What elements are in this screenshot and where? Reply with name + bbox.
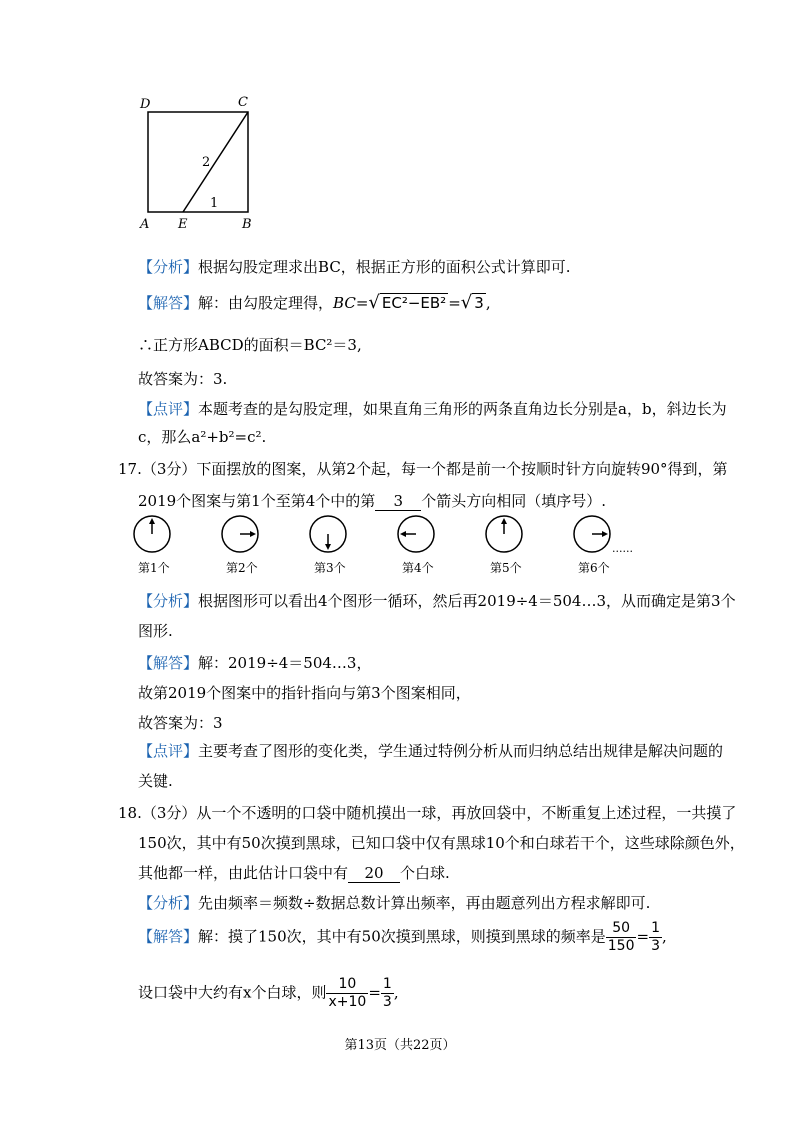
q18-answer-blank: 20 — [348, 864, 400, 883]
q17-analysis-1 — [138, 590, 736, 611]
q17-analysis-2: 图形. — [138, 622, 173, 640]
answer-eq: = — [355, 294, 369, 312]
label-c: C — [238, 95, 248, 110]
answer-sqrt: EC²−EB² — [381, 294, 447, 312]
fraction-1-3: $\frac{1}{3}$ — [651, 920, 660, 954]
q18-stem-pre: 其他都一样，由此估计口袋中有 — [138, 864, 349, 882]
clock-figure — [310, 516, 346, 575]
q17-comment-2: 关键. — [138, 772, 173, 790]
analysis-text: 先由频率＝频数÷数据总数计算出频率，再由题意列出方程求解即可. — [198, 894, 651, 912]
clock-figure — [134, 516, 170, 575]
comment-text: 主要考查了图形的变化类，学生通过特例分析从而归纳总结出规律是解决问题的 — [198, 742, 724, 760]
answer-text: 解：摸了150次，其中有50次摸到黑球，则摸到黑球的频率是 — [198, 927, 606, 946]
answer-pre: 解：由勾股定理得， — [198, 294, 334, 312]
q17-comment-1 — [138, 740, 723, 761]
square-figure — [138, 92, 268, 232]
label-a: A — [140, 217, 150, 232]
clock-label: 第4个 — [402, 561, 434, 575]
comma: , — [661, 927, 667, 946]
clock-figures — [132, 512, 652, 592]
eq-sign: = — [636, 927, 650, 946]
q17-stem-pre: 2019个图案与第1个至第4个中的第 — [138, 492, 376, 510]
clock-label: 第5个 — [490, 561, 522, 575]
q16-line2: ∴正方形ABCD的面积＝BC²＝3, — [138, 336, 362, 354]
q16-comment-2: c，那么a²+b²=c². — [138, 428, 267, 446]
answer-eq2: = — [448, 294, 461, 312]
comma: , — [393, 983, 399, 1002]
q16-answer: 【解答】解：由勾股定理得，BC=√ EC²−EB² =√ 3 , — [138, 292, 491, 313]
q18-stem-2: 150次，其中有50次摸到黑球，已知口袋中仅有黑球10个和白球若干个，这些球除颜色外， — [138, 834, 745, 852]
label-eb-length: 1 — [210, 196, 219, 211]
q18-line2 — [138, 976, 399, 1011]
answer-tag: 【解答】 — [138, 654, 199, 672]
q17-stem-2 — [138, 490, 606, 511]
line2-pre: 设口袋中大约有x个白球，则 — [138, 983, 327, 1002]
comment-text: 本题考查的是勾股定理，如果直角三角形的两条直角边长分别是a，b，斜边长为 — [198, 400, 727, 418]
q18-stem-post: 个白球. — [400, 864, 450, 882]
clock-label: 第3个 — [314, 561, 346, 575]
q18-stem-text-1: （3分）从一个不透明的口袋中随机摸出一球，再放回袋中，不断重复上述过程，一共摸了 — [141, 804, 737, 822]
clock-figure — [398, 516, 434, 575]
q17-stem-post: 个箭头方向相同（填序号）. — [421, 492, 607, 510]
label-b: B — [242, 217, 252, 232]
answer-text: 解：2019÷4＝504…3， — [198, 654, 372, 672]
q18-analysis — [138, 892, 650, 913]
answer-sqrt3: 3 — [474, 294, 484, 312]
clock-figure — [222, 516, 258, 575]
q17-answer-blank: 3 — [375, 492, 421, 511]
q17-line2: 故第2019个图案中的指针指向与第3个图案相同， — [138, 684, 471, 702]
answer-bc: BC — [333, 294, 356, 312]
q18-stem-1 — [118, 802, 736, 823]
arrowhead-icon — [602, 531, 608, 537]
comment-tag: 【点评】 — [138, 400, 199, 418]
page-footer: 第13页（共22页） — [344, 1038, 456, 1053]
eq-sign: = — [368, 983, 381, 1002]
fraction-1-3: $\frac{1}{3}$ — [382, 976, 392, 1010]
clock-label: 第2个 — [226, 561, 258, 575]
analysis-tag: 【分析】 — [138, 258, 199, 276]
q16-comment-1 — [138, 398, 727, 419]
fraction-50-150: $\frac{50}{150}$ — [607, 920, 635, 954]
q17-line3: 故答案为：3 — [138, 714, 223, 732]
fraction-10-x10: $\frac{10}{x+10}$ — [328, 976, 367, 1010]
arrowhead-icon — [400, 531, 406, 537]
ellipsis: ...... — [612, 542, 633, 555]
answer-tag: 【解答】 — [138, 927, 199, 946]
clock-figure — [574, 516, 610, 575]
analysis-tag: 【分析】 — [138, 592, 199, 610]
square-abcd — [148, 112, 248, 212]
q17-stem-text-1: （3分）下面摆放的图案，从第2个起，每一个都是前一个按顺时针方向旋转90°得到，第 — [141, 460, 728, 478]
analysis-text: 根据勾股定理求出BC，根据正方形的面积公式计算即可. — [198, 258, 571, 276]
label-e: E — [178, 217, 188, 232]
q18-number: 18. — [118, 804, 142, 822]
answer-tag: 【解答】 — [138, 294, 199, 312]
answer-end: , — [485, 294, 491, 312]
q16-line3: 故答案为：3. — [138, 370, 228, 388]
comment-tag: 【点评】 — [138, 742, 199, 760]
q17-number: 17. — [118, 460, 142, 478]
q18-answer — [138, 920, 667, 955]
q17-answer — [138, 652, 371, 673]
clock-figure — [486, 516, 522, 575]
label-ec-length: 2 — [202, 155, 211, 170]
analysis-text: 根据图形可以看出4个图形一循环，然后再2019÷4＝504…3，从而确定是第3个 — [198, 592, 736, 610]
arrowhead-icon — [501, 518, 507, 524]
q16-analysis — [138, 256, 571, 277]
q17-stem-1 — [118, 458, 728, 479]
arrowhead-icon — [325, 544, 331, 550]
arrowhead-icon — [250, 531, 256, 537]
arrowhead-icon — [149, 518, 155, 524]
clock-label: 第6个 — [578, 561, 610, 575]
label-d: D — [140, 97, 151, 112]
clock-label: 第1个 — [138, 561, 170, 575]
analysis-tag: 【分析】 — [138, 894, 199, 912]
q18-stem-3 — [138, 862, 450, 883]
